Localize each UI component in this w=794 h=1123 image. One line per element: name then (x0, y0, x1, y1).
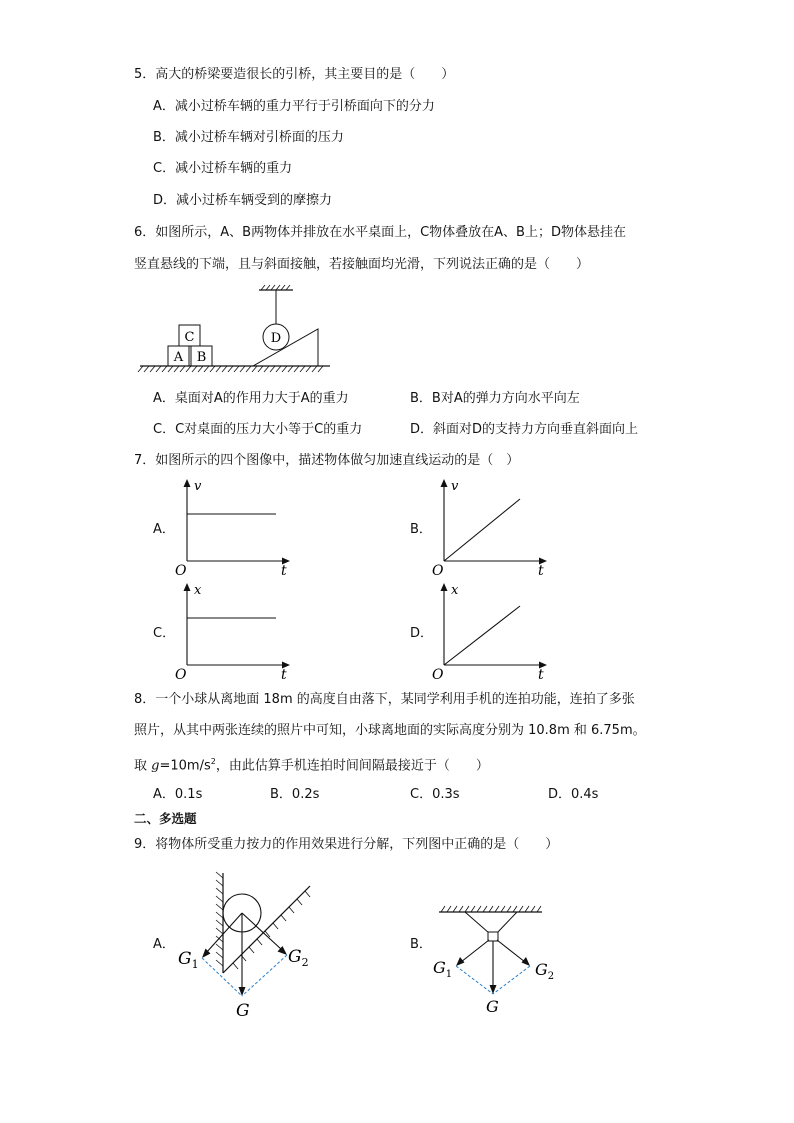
label-d: D (270, 331, 282, 346)
label-c: C (184, 330, 195, 345)
origin-label: O (175, 563, 187, 579)
q6-stem-line2: 竖直悬线的下端，且与斜面接触，若接触面均光滑，下列说法正确的是（ ） (134, 257, 590, 272)
q8-line3 (134, 753, 489, 775)
q8-g-symbol: g (151, 758, 160, 774)
origin-label: O (432, 667, 444, 683)
q6-figure (135, 282, 335, 377)
axis-x-label: x (194, 583, 202, 598)
label-b: B (196, 350, 207, 365)
q9-figure-a (170, 868, 320, 1023)
q9-fig-a-label: A． (153, 937, 175, 952)
label-g1: $G_1$ (178, 949, 199, 971)
small-box (488, 932, 498, 941)
q5-option-d: D．减小过桥车辆受到的摩擦力 (153, 193, 333, 208)
label-g2: $G_2$ (288, 947, 309, 969)
q8-superscript: 2 (210, 757, 216, 766)
q8-option-c: C．0.3s (410, 787, 460, 802)
q5-option-b: B．减小过桥车辆对引桥面的压力 (153, 130, 344, 145)
origin-label: O (175, 667, 187, 683)
q7-stem: 7．如图所示的四个图像中，描述物体做匀加速直线运动的是（ ） (134, 453, 520, 468)
origin-label: O (432, 563, 444, 579)
q8-line1: 8．一个小球从离地面 18m 的高度自由落下，某同学利用手机的连拍功能，连拍了多张 (134, 692, 635, 707)
q7-graph-a (170, 478, 300, 578)
label-a: A (173, 350, 184, 365)
q7-graph-d-label: D． (410, 626, 434, 641)
q8-line3-post: ，由此估算手机连拍时间间隔最接近于（ ） (215, 758, 489, 774)
label-g1: $G_1$ (433, 958, 453, 980)
q5-stem: 5．高大的桥梁要造很长的引桥，其主要目的是（ ） (134, 67, 455, 82)
axis-x-label: x (451, 583, 459, 598)
q8-line2: 照片，从其中两张连续的照片中可知，小球离地面的实际高度分别为 10.8m 和 6.75m。 (134, 723, 646, 738)
q9-fig-b-label: B． (410, 937, 432, 952)
q6-option-d: D．斜面对D的支持力方向垂直斜面向上 (410, 422, 639, 437)
axis-t-label: t (538, 563, 544, 579)
label-g2: $G_2$ (535, 960, 555, 982)
q7-graph-c-label: C． (153, 626, 176, 641)
q8-option-b: B．0.2s (270, 787, 320, 802)
q8-option-d: D．0.4s (548, 787, 599, 802)
q8-line3-pre: 取 (134, 758, 152, 774)
axis-v-label: v (451, 479, 459, 494)
q7-graph-c (170, 582, 300, 682)
axis-v-label: v (194, 479, 202, 494)
label-g: G (486, 997, 499, 1016)
q6-stem-line1: 6．如图所示，A、B两物体并排放在水平桌面上，C物体叠放在A、B上；D物体悬挂在 (134, 225, 626, 240)
q6-option-c: C．C对桌面的压力大小等于C的重力 (153, 422, 363, 437)
axis-t-label: t (281, 667, 287, 683)
q8-g-value: =10m/s (159, 758, 211, 774)
q7-graph-b (427, 478, 557, 578)
axis-t-label: t (281, 563, 287, 579)
q7-graph-b-label: B． (410, 522, 432, 537)
q5-option-a: A．减小过桥车辆的重力平行于引桥面向下的分力 (153, 99, 435, 114)
q7-graph-a-label: A． (153, 522, 175, 537)
label-g: G (236, 1001, 250, 1021)
q8-option-a: A．0.1s (153, 787, 203, 802)
q9-stem: 9．将物体所受重力按力的作用效果进行分解，下列图中正确的是（ ） (134, 837, 559, 852)
q6-option-a: A．桌面对A的作用力大于A的重力 (153, 391, 349, 406)
axis-t-label: t (538, 667, 544, 683)
section-title: 二、多选题 (134, 811, 197, 826)
q5-option-c: C．减小过桥车辆的重力 (153, 161, 293, 176)
q7-graph-d (427, 582, 557, 682)
q9-figure-b (427, 900, 567, 1020)
q6-option-b: B．B对A的弹力方向水平向左 (410, 391, 580, 406)
